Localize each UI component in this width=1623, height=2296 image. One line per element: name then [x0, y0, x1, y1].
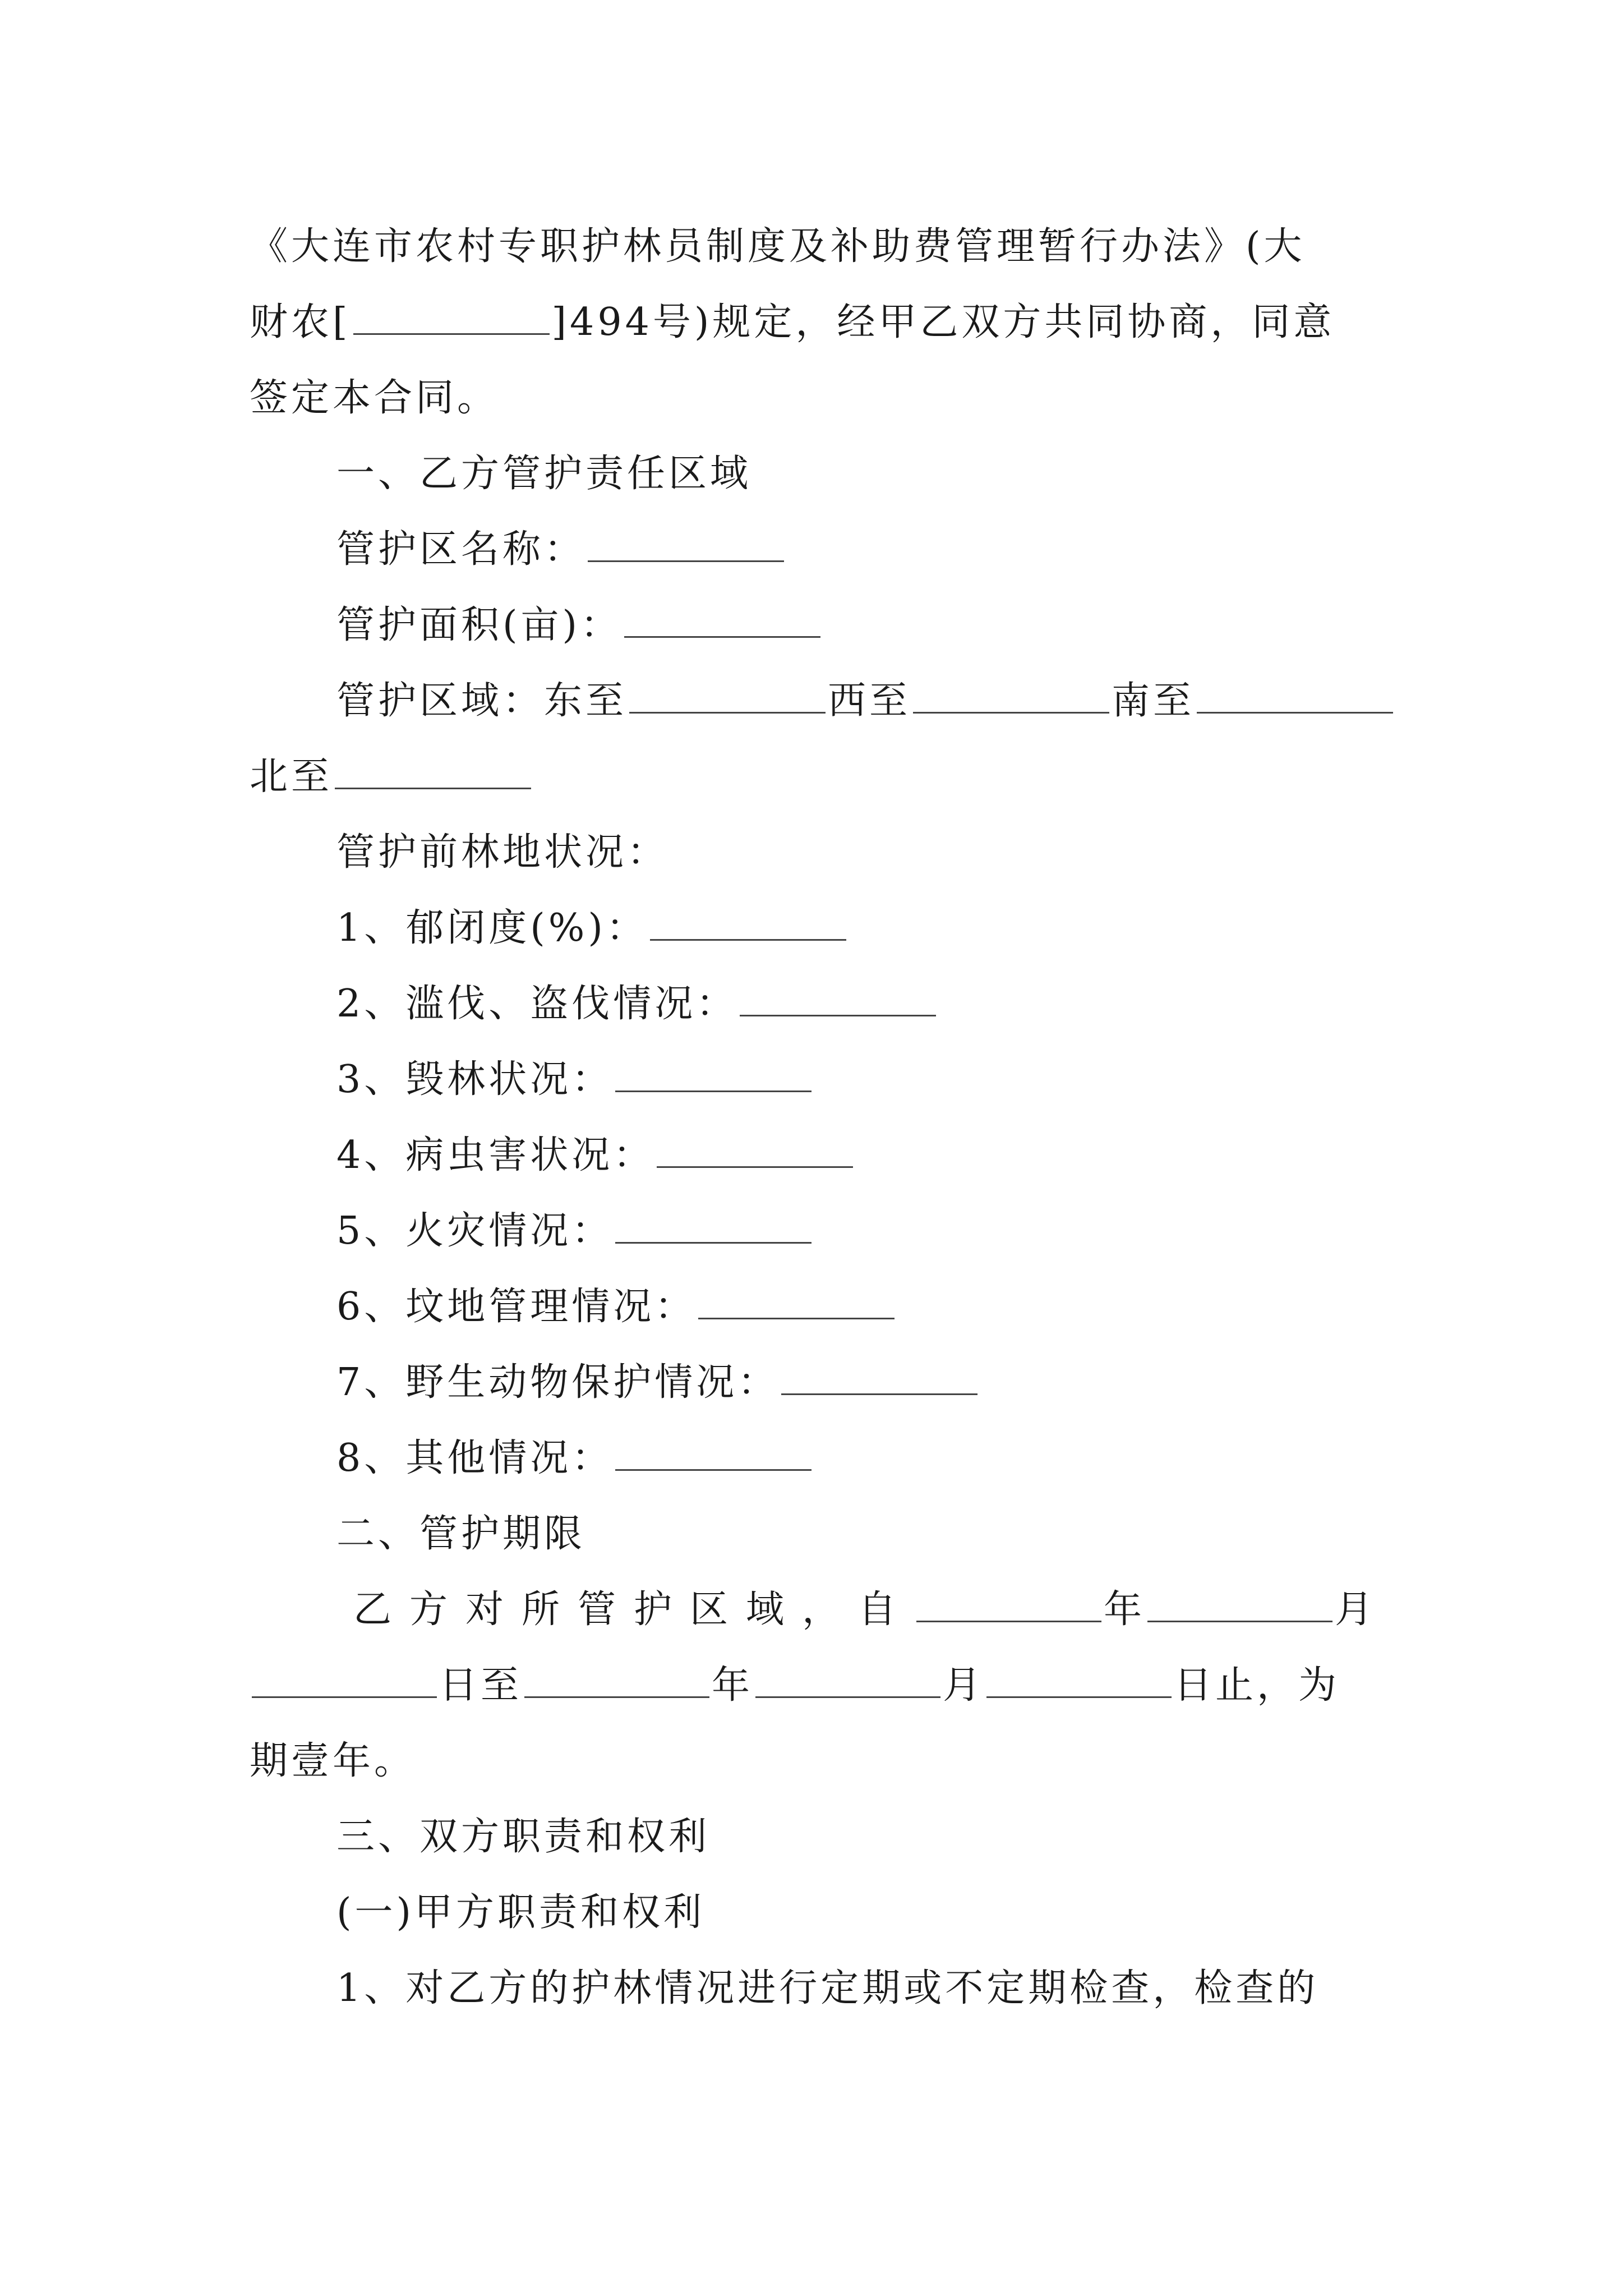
fill-blank	[615, 1058, 811, 1092]
field-label: 8、其他情况：	[336, 1436, 614, 1480]
field-label: 管护区域：东至	[336, 679, 628, 723]
list-item	[336, 1276, 1623, 1338]
fill-blank	[755, 1664, 940, 1698]
fill-blank	[252, 1664, 437, 1698]
subsection-heading: (一)甲方职责和权利	[336, 1890, 706, 1935]
fill-blank	[524, 1664, 709, 1698]
list-item	[336, 1428, 1623, 1489]
term-line-2	[250, 1655, 1623, 1717]
field-label: 7、野生动物保护情况：	[336, 1360, 780, 1405]
field-label: 2、滥伐、盗伐情况：	[336, 982, 738, 1026]
fill-blank	[588, 528, 784, 562]
text-segment: 月	[943, 1663, 985, 1708]
fill-blank	[657, 1134, 853, 1168]
fill-blank	[615, 1209, 811, 1244]
fill-blank	[781, 1361, 978, 1395]
fill-blank	[624, 604, 820, 638]
term-line-3: 期壹年。	[250, 1739, 416, 1783]
fill-blank	[615, 1437, 811, 1471]
field-label: 南至	[1112, 679, 1195, 723]
fill-blank	[1197, 679, 1393, 714]
term-line-1	[353, 1579, 1623, 1641]
list-item	[336, 973, 1623, 1035]
paragraph-line-3: 签定本合同。	[250, 376, 499, 420]
list-item	[336, 1049, 1623, 1111]
list-item	[336, 1200, 1623, 1262]
fill-blank	[698, 1285, 895, 1319]
fill-blank	[335, 755, 531, 789]
list-item	[336, 1352, 1623, 1414]
section-heading-3: 三、双方职责和权利	[336, 1815, 711, 1859]
paragraph-line-1: 《大连市农村专职护林员制度及补助费管理暂行办法》(大	[250, 224, 1306, 269]
list-item: 1、对乙方的护林情况进行定期或不定期检查，检查的	[336, 1966, 1319, 2010]
text-segment: 日止，为	[1174, 1663, 1340, 1708]
fill-blank	[986, 1664, 1172, 1698]
text-segment: 年	[1104, 1588, 1146, 1632]
text-segment: 日至	[439, 1663, 523, 1708]
field-label: 管护面积(亩)：	[336, 603, 623, 647]
text-segment: 月	[1335, 1588, 1377, 1632]
text-segment: 乙方对所管护区域，自	[353, 1588, 915, 1632]
field-area-size	[336, 595, 1623, 656]
field-label: 西至	[828, 679, 911, 723]
field-label: 5、火灾情况：	[336, 1209, 614, 1253]
field-north-boundary	[250, 746, 1623, 808]
list-item	[336, 898, 1623, 959]
fill-blank	[650, 907, 846, 941]
section-heading-1: 一、乙方管护责任区域	[336, 452, 752, 496]
field-label: 管护区名称：	[336, 527, 586, 572]
fill-blank	[740, 982, 936, 1016]
fill-blank	[1147, 1588, 1332, 1622]
field-label: 3、毁林状况：	[336, 1057, 614, 1102]
field-label: 4、病虫害状况：	[336, 1133, 655, 1177]
field-label: 北至	[250, 754, 333, 799]
field-label: 1、郁闭度(%)：	[336, 906, 648, 950]
fill-blank	[913, 679, 1109, 714]
list-item	[336, 1125, 1623, 1186]
fill-blank	[353, 301, 550, 335]
text-segment: ]494号)规定，经甲乙双方共同协商，同意	[551, 300, 1335, 344]
text-segment: 财农[	[250, 300, 351, 344]
paragraph-line-2	[250, 292, 1623, 353]
section-heading-2: 二、管护期限	[336, 1512, 586, 1556]
field-area-name	[336, 519, 1623, 581]
field-area-boundary	[336, 670, 1623, 732]
field-label: 6、坟地管理情况：	[336, 1285, 697, 1329]
fill-blank	[629, 679, 826, 714]
text-segment: 年	[712, 1663, 754, 1708]
fill-blank	[916, 1588, 1101, 1622]
subheading-before-status: 管护前林地状况：	[336, 830, 669, 875]
